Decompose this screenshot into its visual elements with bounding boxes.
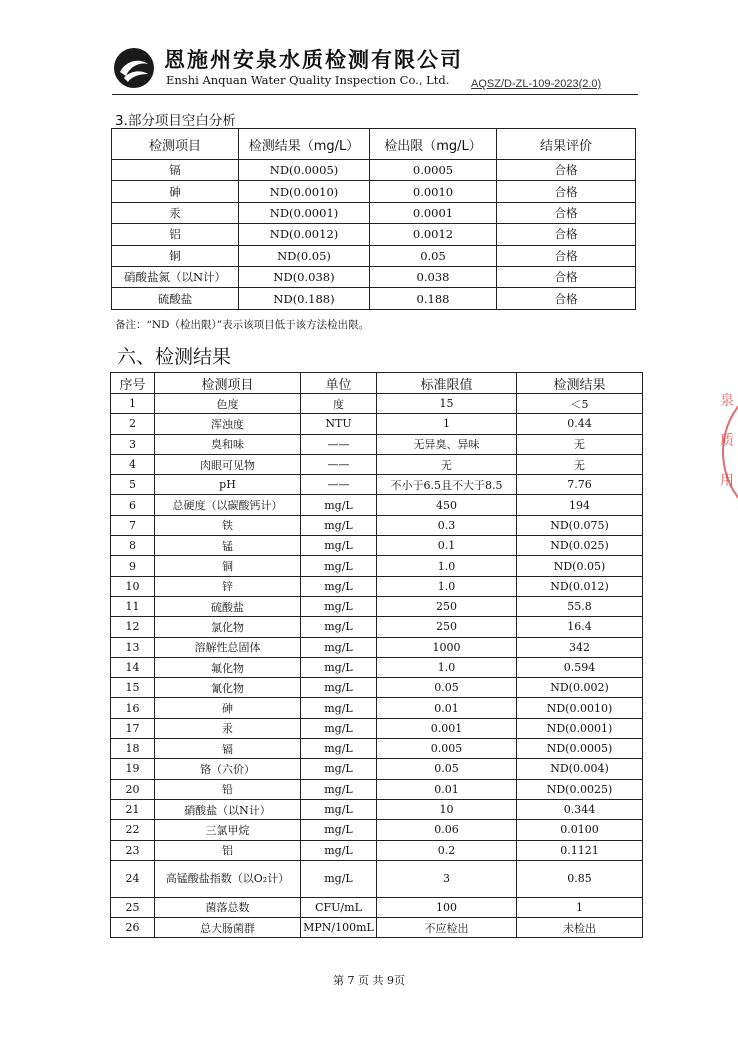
header-divider xyxy=(112,94,638,95)
results-cell: 高锰酸盐指数（以O₂计） xyxy=(155,860,301,897)
results-cell: 23 xyxy=(111,840,155,860)
table-row xyxy=(111,414,643,434)
blank-cell: 合格 xyxy=(497,288,636,309)
results-cell: ND(0.012) xyxy=(517,576,643,596)
blank-header-cell: 检测项目 xyxy=(112,129,239,160)
seal-glyph: 用 xyxy=(720,473,734,489)
results-cell: 1 xyxy=(111,394,155,414)
blank-cell: 合格 xyxy=(497,245,636,266)
results-cell: 1.0 xyxy=(377,657,517,677)
document-code: AQSZ/D-ZL-109-2023(2.0) xyxy=(471,78,602,90)
results-cell: 铬（六价） xyxy=(155,759,301,779)
results-cell: 无 xyxy=(377,454,517,474)
results-cell: 3 xyxy=(377,860,517,897)
results-cell: 7.76 xyxy=(517,475,643,495)
results-cell: 总大肠菌群 xyxy=(155,918,301,938)
results-cell: 不小于6.5且不大于8.5 xyxy=(377,475,517,495)
blank-table-header-row xyxy=(112,129,636,160)
results-cell: 0.344 xyxy=(517,799,643,819)
blank-cell: 0.0012 xyxy=(370,224,497,245)
results-cell: ND(0.025) xyxy=(517,536,643,556)
results-cell: 0.05 xyxy=(377,678,517,698)
blank-cell: 合格 xyxy=(497,181,636,202)
table-row xyxy=(112,288,636,309)
results-cell: mg/L xyxy=(301,536,377,556)
results-cell: 21 xyxy=(111,799,155,819)
table-row xyxy=(112,181,636,202)
table-row xyxy=(111,657,643,677)
table-row xyxy=(111,799,643,819)
results-cell: 镉 xyxy=(155,739,301,759)
results-cell: 铁 xyxy=(155,515,301,535)
blank-cell: 硝酸盐氮（以N计） xyxy=(112,266,239,287)
results-cell: 15 xyxy=(377,394,517,414)
results-cell: 19 xyxy=(111,759,155,779)
blank-cell: ND(0.188) xyxy=(239,288,370,309)
table-row xyxy=(112,202,636,223)
blank-cell: 合格 xyxy=(497,224,636,245)
table-row xyxy=(111,840,643,860)
results-cell: mg/L xyxy=(301,799,377,819)
table-row xyxy=(111,536,643,556)
results-cell: mg/L xyxy=(301,860,377,897)
results-cell: NTU xyxy=(301,414,377,434)
results-cell: pH xyxy=(155,475,301,495)
results-cell: 11 xyxy=(111,596,155,616)
seal-glyph: 泉 xyxy=(720,393,734,409)
table-row xyxy=(111,515,643,535)
results-header-cell: 检测项目 xyxy=(155,373,301,394)
results-cell: 7 xyxy=(111,515,155,535)
results-cell: 铜 xyxy=(155,556,301,576)
results-cell: mg/L xyxy=(301,698,377,718)
results-cell: 无 xyxy=(517,454,643,474)
results-cell: 10 xyxy=(377,799,517,819)
blank-cell: 合格 xyxy=(497,202,636,223)
table-row xyxy=(112,160,636,181)
blank-header-cell: 结果评价 xyxy=(497,129,636,160)
company-name-en: Enshi Anquan Water Quality Inspection Co., Ltd. xyxy=(166,73,450,87)
table-row xyxy=(111,779,643,799)
results-cell: 22 xyxy=(111,820,155,840)
results-cell: 砷 xyxy=(155,698,301,718)
company-logo-icon xyxy=(112,46,156,90)
results-cell: MPN/100mL xyxy=(301,918,377,938)
results-cell: 1 xyxy=(377,414,517,434)
results-cell: 1.0 xyxy=(377,576,517,596)
blank-cell: 合格 xyxy=(497,160,636,181)
blank-cell: 0.0001 xyxy=(370,202,497,223)
blank-analysis-note: 备注：“ND（检出限）”表示该项目低于该方法检出限。 xyxy=(115,319,370,331)
results-cell: 0.1121 xyxy=(517,840,643,860)
blank-cell: 0.0010 xyxy=(370,181,497,202)
results-header-cell: 检测结果 xyxy=(517,373,643,394)
results-cell: 无 xyxy=(517,434,643,454)
results-cell: 氯化物 xyxy=(155,617,301,637)
table-row xyxy=(111,475,643,495)
results-cell: 三氯甲烷 xyxy=(155,820,301,840)
results-cell: 4 xyxy=(111,454,155,474)
results-cell: ND(0.0010) xyxy=(517,698,643,718)
company-name-cn: 恩施州安泉水质检测有限公司 xyxy=(164,47,463,72)
results-cell: CFU/mL xyxy=(301,897,377,917)
blank-cell: ND(0.05) xyxy=(239,245,370,266)
results-cell: mg/L xyxy=(301,739,377,759)
results-cell: 0.594 xyxy=(517,657,643,677)
results-cell: 12 xyxy=(111,617,155,637)
table-row xyxy=(111,759,643,779)
results-cell: 25 xyxy=(111,897,155,917)
blank-cell: ND(0.0012) xyxy=(239,224,370,245)
results-cell: 17 xyxy=(111,718,155,738)
results-cell: mg/L xyxy=(301,515,377,535)
results-cell: 0.005 xyxy=(377,739,517,759)
results-cell: 24 xyxy=(111,860,155,897)
results-cell: mg/L xyxy=(301,637,377,657)
results-cell: —— xyxy=(301,434,377,454)
results-cell: ＜5 xyxy=(517,394,643,414)
results-cell: 氟化物 xyxy=(155,657,301,677)
blank-analysis-table xyxy=(111,128,636,310)
results-cell: mg/L xyxy=(301,576,377,596)
table-row xyxy=(111,860,643,897)
results-cell: 15 xyxy=(111,678,155,698)
results-cell: —— xyxy=(301,475,377,495)
official-seal-stamp xyxy=(716,382,738,520)
results-cell: 342 xyxy=(517,637,643,657)
blank-cell: 镉 xyxy=(112,160,239,181)
table-row xyxy=(111,918,643,938)
results-table-header-row xyxy=(111,373,643,394)
results-cell: 硝酸盐（以N计） xyxy=(155,799,301,819)
results-cell: 55.8 xyxy=(517,596,643,616)
blank-cell: 汞 xyxy=(112,202,239,223)
blank-cell: 硫酸盐 xyxy=(112,288,239,309)
results-cell: 未检出 xyxy=(517,918,643,938)
results-cell: 浑浊度 xyxy=(155,414,301,434)
results-cell: ND(0.002) xyxy=(517,678,643,698)
results-cell: 250 xyxy=(377,617,517,637)
results-cell: 20 xyxy=(111,779,155,799)
results-cell: mg/L xyxy=(301,617,377,637)
table-row xyxy=(112,245,636,266)
results-cell: 16.4 xyxy=(517,617,643,637)
blank-cell: 砷 xyxy=(112,181,239,202)
results-cell: 10 xyxy=(111,576,155,596)
results-cell: 2 xyxy=(111,414,155,434)
results-cell: mg/L xyxy=(301,495,377,515)
table-row xyxy=(112,266,636,287)
blank-header-cell: 检测结果（mg/L） xyxy=(239,129,370,160)
table-row xyxy=(111,434,643,454)
results-cell: 0.05 xyxy=(377,759,517,779)
results-cell: 度 xyxy=(301,394,377,414)
blank-cell: ND(0.038) xyxy=(239,266,370,287)
results-cell: 总硬度（以碳酸钙计） xyxy=(155,495,301,515)
seal-glyphs xyxy=(720,390,738,510)
results-cell: 0.3 xyxy=(377,515,517,535)
results-header-cell: 序号 xyxy=(111,373,155,394)
results-cell: 0.01 xyxy=(377,779,517,799)
results-cell: mg/L xyxy=(301,718,377,738)
table-row xyxy=(111,637,643,657)
results-cell: 0.06 xyxy=(377,820,517,840)
results-cell: 铅 xyxy=(155,779,301,799)
table-row xyxy=(111,596,643,616)
results-cell: 汞 xyxy=(155,718,301,738)
results-cell: 锰 xyxy=(155,536,301,556)
results-cell: 14 xyxy=(111,657,155,677)
blank-cell: 合格 xyxy=(497,266,636,287)
table-row xyxy=(111,698,643,718)
table-row xyxy=(111,820,643,840)
results-cell: 0.001 xyxy=(377,718,517,738)
table-row xyxy=(111,678,643,698)
blank-cell: 0.038 xyxy=(370,266,497,287)
results-cell: 锌 xyxy=(155,576,301,596)
results-section-title: 六、检测结果 xyxy=(117,346,232,368)
results-cell: 0.01 xyxy=(377,698,517,718)
results-cell: ND(0.075) xyxy=(517,515,643,535)
results-cell: 0.0100 xyxy=(517,820,643,840)
results-cell: 194 xyxy=(517,495,643,515)
table-row xyxy=(112,224,636,245)
results-cell: 26 xyxy=(111,918,155,938)
table-row xyxy=(111,718,643,738)
blank-cell: ND(0.0010) xyxy=(239,181,370,202)
blank-cell: 0.0005 xyxy=(370,160,497,181)
results-cell: ND(0.05) xyxy=(517,556,643,576)
results-cell: mg/L xyxy=(301,840,377,860)
results-cell: 硫酸盐 xyxy=(155,596,301,616)
table-row xyxy=(111,394,643,414)
results-cell: 100 xyxy=(377,897,517,917)
page-number: 第 7 页 共 9页 xyxy=(333,974,405,987)
results-cell: 1.0 xyxy=(377,556,517,576)
results-cell: 250 xyxy=(377,596,517,616)
results-cell: 9 xyxy=(111,556,155,576)
results-cell: mg/L xyxy=(301,779,377,799)
results-cell: 氰化物 xyxy=(155,678,301,698)
results-cell: mg/L xyxy=(301,678,377,698)
results-cell: 肉眼可见物 xyxy=(155,454,301,474)
results-cell: 18 xyxy=(111,739,155,759)
results-cell: ND(0.0025) xyxy=(517,779,643,799)
blank-cell: ND(0.0001) xyxy=(239,202,370,223)
results-cell: 6 xyxy=(111,495,155,515)
table-row xyxy=(111,454,643,474)
seal-glyph: 质 xyxy=(720,433,734,449)
blank-header-cell: 检出限（mg/L） xyxy=(370,129,497,160)
results-cell: 无异臭、异味 xyxy=(377,434,517,454)
results-cell: 色度 xyxy=(155,394,301,414)
results-cell: mg/L xyxy=(301,596,377,616)
blank-cell: 0.188 xyxy=(370,288,497,309)
table-row xyxy=(111,495,643,515)
results-cell: 0.85 xyxy=(517,860,643,897)
blank-cell: 铜 xyxy=(112,245,239,266)
blank-cell: ND(0.0005) xyxy=(239,160,370,181)
results-cell: 3 xyxy=(111,434,155,454)
results-header-cell: 标准限值 xyxy=(377,373,517,394)
results-cell: 0.44 xyxy=(517,414,643,434)
results-cell: 不应检出 xyxy=(377,918,517,938)
results-cell: ND(0.004) xyxy=(517,759,643,779)
results-header-cell: 单位 xyxy=(301,373,377,394)
results-cell: —— xyxy=(301,454,377,474)
results-cell: mg/L xyxy=(301,556,377,576)
results-cell: 臭和味 xyxy=(155,434,301,454)
table-row xyxy=(111,556,643,576)
results-cell: ND(0.0005) xyxy=(517,739,643,759)
blank-cell: 0.05 xyxy=(370,245,497,266)
results-cell: 16 xyxy=(111,698,155,718)
results-cell: 8 xyxy=(111,536,155,556)
blank-analysis-title: 3.部分项目空白分析 xyxy=(115,113,236,129)
results-cell: mg/L xyxy=(301,759,377,779)
table-row xyxy=(111,617,643,637)
results-cell: 溶解性总固体 xyxy=(155,637,301,657)
results-cell: ND(0.0001) xyxy=(517,718,643,738)
results-cell: 菌落总数 xyxy=(155,897,301,917)
results-cell: 0.1 xyxy=(377,536,517,556)
results-cell: 0.2 xyxy=(377,840,517,860)
results-cell: 13 xyxy=(111,637,155,657)
table-row xyxy=(111,739,643,759)
table-row xyxy=(111,576,643,596)
table-row xyxy=(111,897,643,917)
results-cell: 1000 xyxy=(377,637,517,657)
results-cell: mg/L xyxy=(301,820,377,840)
blank-cell: 铝 xyxy=(112,224,239,245)
results-cell: 5 xyxy=(111,475,155,495)
results-cell: mg/L xyxy=(301,657,377,677)
results-cell: 1 xyxy=(517,897,643,917)
results-cell: 铝 xyxy=(155,840,301,860)
results-table xyxy=(110,372,643,938)
results-cell: 450 xyxy=(377,495,517,515)
